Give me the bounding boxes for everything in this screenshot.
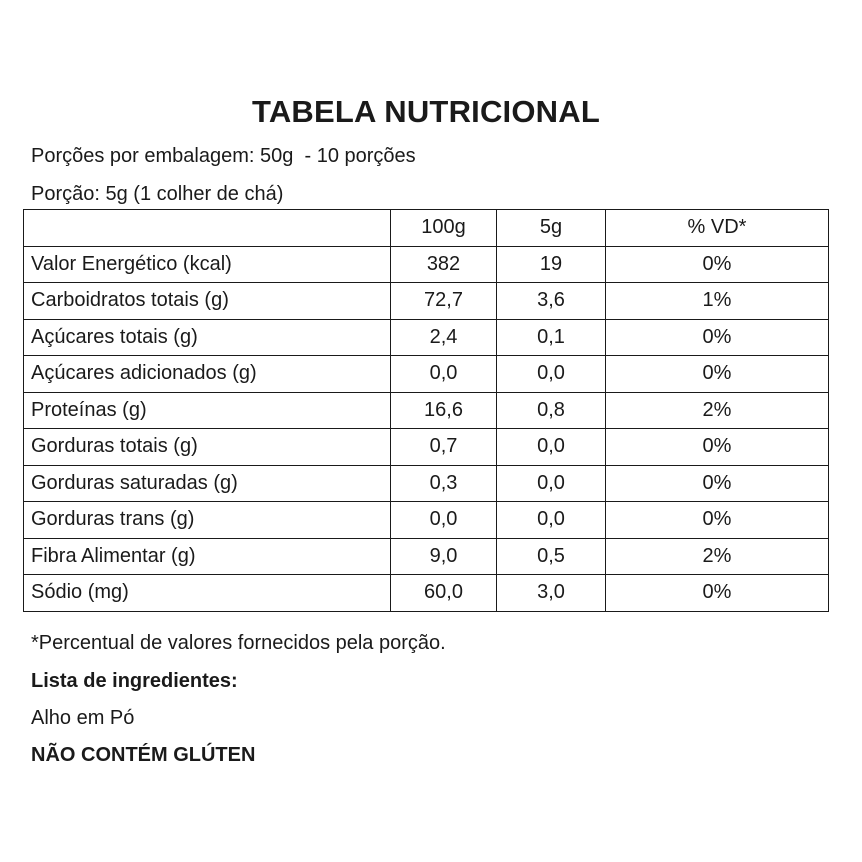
footnote: *Percentual de valores fornecidos pela porção.	[31, 632, 446, 654]
value-vd: 2%	[606, 538, 829, 575]
header-nutrient	[24, 210, 391, 247]
value-100g: 60,0	[391, 575, 497, 612]
nutrient-name: Gorduras trans (g)	[24, 502, 391, 539]
value-vd: 0%	[606, 575, 829, 612]
nutrient-name: Gorduras saturadas (g)	[24, 465, 391, 502]
table-row	[24, 575, 829, 612]
value-5g: 0,0	[497, 356, 606, 393]
header-5g: 5g	[497, 210, 606, 247]
header-100g: 100g	[391, 210, 497, 247]
value-5g: 0,0	[497, 502, 606, 539]
servings-per-package: Porções por embalagem: 50g - 10 porções	[31, 145, 416, 167]
nutrient-name: Proteínas (g)	[24, 392, 391, 429]
table-row	[24, 392, 829, 429]
value-100g: 382	[391, 246, 497, 283]
value-vd: 0%	[606, 319, 829, 356]
nutrition-table	[23, 209, 829, 612]
value-vd: 2%	[606, 392, 829, 429]
value-100g: 2,4	[391, 319, 497, 356]
value-100g: 72,7	[391, 283, 497, 320]
table-row	[24, 429, 829, 466]
value-vd: 0%	[606, 465, 829, 502]
ingredients-list: Alho em Pó	[31, 707, 135, 729]
value-100g: 0,7	[391, 429, 497, 466]
nutrient-name: Carboidratos totais (g)	[24, 283, 391, 320]
table-row	[24, 538, 829, 575]
table-row	[24, 319, 829, 356]
nutrient-name: Fibra Alimentar (g)	[24, 538, 391, 575]
header-vd: % VD*	[606, 210, 829, 247]
nutrient-name: Açúcares adicionados (g)	[24, 356, 391, 393]
value-5g: 3,0	[497, 575, 606, 612]
value-100g: 0,3	[391, 465, 497, 502]
value-5g: 0,0	[497, 465, 606, 502]
value-5g: 0,8	[497, 392, 606, 429]
value-vd: 0%	[606, 502, 829, 539]
table-row	[24, 502, 829, 539]
table-row	[24, 283, 829, 320]
value-5g: 19	[497, 246, 606, 283]
value-5g: 0,1	[497, 319, 606, 356]
ingredients-heading: Lista de ingredientes:	[31, 670, 238, 692]
value-5g: 0,5	[497, 538, 606, 575]
table-row	[24, 465, 829, 502]
table-header-row	[24, 210, 829, 247]
table-row	[24, 356, 829, 393]
nutrient-name: Sódio (mg)	[24, 575, 391, 612]
value-100g: 0,0	[391, 356, 497, 393]
nutrient-name: Valor Energético (kcal)	[24, 246, 391, 283]
value-vd: 0%	[606, 356, 829, 393]
value-vd: 0%	[606, 246, 829, 283]
nutrient-name: Açúcares totais (g)	[24, 319, 391, 356]
serving-size: Porção: 5g (1 colher de chá)	[31, 183, 284, 205]
value-100g: 0,0	[391, 502, 497, 539]
gluten-notice: NÃO CONTÉM GLÚTEN	[31, 744, 256, 766]
table-row	[24, 246, 829, 283]
nutrient-name: Gorduras totais (g)	[24, 429, 391, 466]
value-100g: 9,0	[391, 538, 497, 575]
value-vd: 1%	[606, 283, 829, 320]
value-5g: 3,6	[497, 283, 606, 320]
value-5g: 0,0	[497, 429, 606, 466]
value-100g: 16,6	[391, 392, 497, 429]
page-title: TABELA NUTRICIONAL	[251, 94, 600, 129]
value-vd: 0%	[606, 429, 829, 466]
